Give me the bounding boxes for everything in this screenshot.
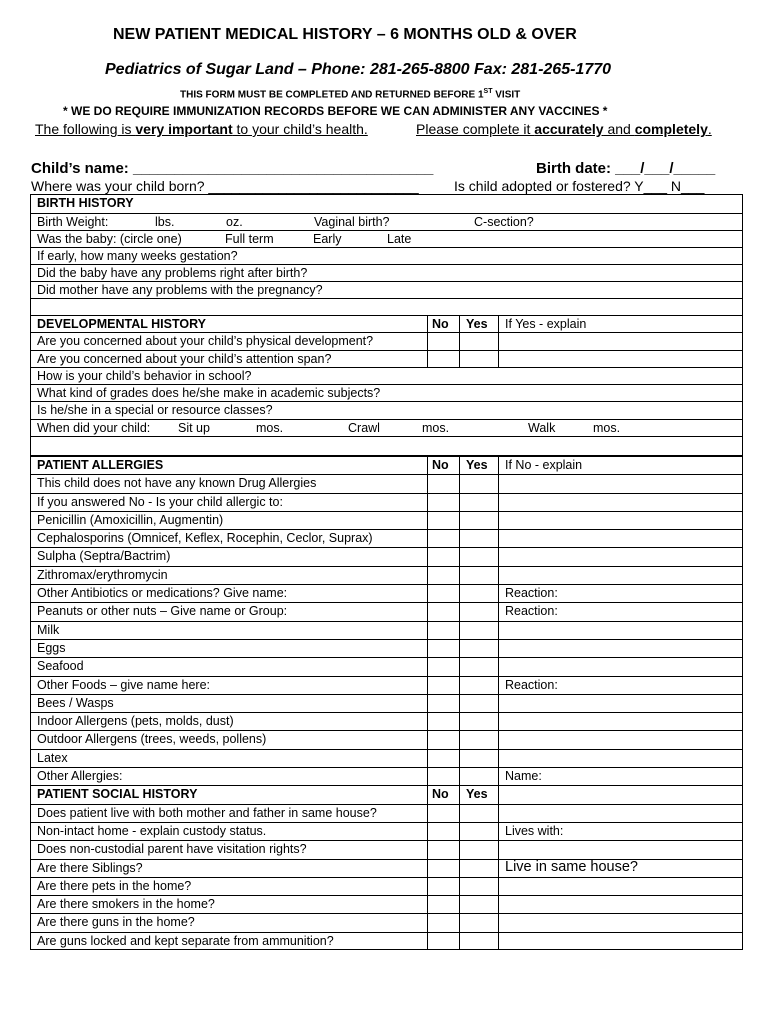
no-column-header: No (432, 458, 449, 472)
social-heading: PATIENT SOCIAL HISTORY (37, 787, 198, 802)
social-label: Are there pets in the home? (37, 878, 192, 893)
birth-problems-label: Did the baby have any problems right after birth? (37, 266, 308, 280)
gestation-label: If early, how many weeks gestation? (37, 249, 238, 263)
allergies-note: Reaction: (505, 586, 558, 601)
pregnancy-problems-row[interactable] (31, 281, 742, 298)
developmental-history-table (30, 315, 743, 456)
allergies-label: If you answered No - Is your child allergic to: (37, 494, 283, 509)
allergies-note: Name: (505, 769, 542, 784)
social-row[interactable] (31, 877, 742, 895)
social-note: Live in same house? (505, 858, 638, 875)
no-column-header: No (432, 787, 449, 802)
gestation-row[interactable] (31, 247, 742, 264)
allergies-label: Other Antibiotics or medications? Give name: (37, 586, 288, 601)
social-label: Does patient live with both mother and father in same house? (37, 805, 377, 820)
social-label: Are there smokers in the home? (37, 897, 215, 912)
allergies-row[interactable] (31, 712, 742, 730)
dev-question: Are you concerned about your child’s physical development? (37, 334, 374, 349)
dev-question: How is your child’s behavior in school? (37, 368, 252, 383)
allergies-label: Other Allergies: (37, 769, 123, 784)
birthplace-field[interactable]: Where was your child born? ___________________________ (31, 178, 419, 194)
allergies-label: Indoor Allergens (pets, molds, dust) (37, 714, 234, 729)
birth-history-heading-row (31, 194, 742, 213)
full-term-option[interactable]: Full term (225, 232, 274, 246)
allergies-label: Bees / Wasps (37, 695, 114, 710)
crawl-months: mos. (422, 420, 450, 435)
allergies-row[interactable] (31, 730, 742, 748)
birth-history-heading: BIRTH HISTORY (37, 196, 134, 210)
birth-history-blank-row (31, 298, 742, 316)
social-note: Lives with: (505, 823, 564, 838)
allergies-row[interactable] (31, 657, 742, 675)
allergies-note: Reaction: (505, 677, 558, 692)
social-label: Are there guns in the home? (37, 915, 195, 930)
dev-question-row[interactable] (31, 401, 742, 418)
allergies-row[interactable] (31, 621, 742, 639)
clinic-contact: Pediatrics of Sugar Land – Phone: 281-265-8800 Fax: 281-265-1770 (105, 61, 612, 78)
dev-question-row[interactable] (31, 332, 742, 349)
developmental-heading-row (31, 315, 742, 332)
birth-date-field[interactable]: Birth date: ___/___/_____ (536, 160, 716, 177)
importance-note: The following is very important to your child’s health. (35, 121, 368, 137)
dev-question: Are you concerned about your child’s attention span? (37, 351, 332, 366)
sit-up-label: Sit up (178, 420, 210, 435)
allergies-row[interactable] (31, 547, 742, 565)
dev-question: Is he/she in a special or resource classes? (37, 403, 273, 418)
allergies-heading-row (31, 456, 742, 474)
explain-column-header: If Yes - explain (505, 317, 587, 331)
lbs-label: lbs. (155, 215, 175, 229)
allergies-label: Eggs (37, 640, 66, 655)
social-row[interactable] (31, 895, 742, 913)
explain-column-header: If No - explain (505, 458, 583, 472)
allergies-row[interactable] (31, 749, 742, 767)
baby-term-label: Was the baby: (circle one) (37, 232, 182, 246)
dev-question-row[interactable] (31, 350, 742, 367)
social-heading-row (31, 785, 742, 803)
allergies-label: Sulpha (Septra/Bactrim) (37, 549, 171, 564)
allergies-label: Other Foods – give name here: (37, 677, 211, 692)
allergies-label: Milk (37, 622, 60, 637)
early-option[interactable]: Early (313, 232, 342, 246)
birth-weight-row[interactable] (31, 213, 742, 230)
allergies-row[interactable] (31, 493, 742, 511)
form-title: NEW PATIENT MEDICAL HISTORY – 6 MONTHS OLD & OVER (113, 26, 577, 43)
walk-months: mos. (593, 420, 621, 435)
yes-column-header: Yes (466, 787, 488, 802)
allergies-social-table (30, 456, 743, 950)
birth-weight-label: Birth Weight: (37, 215, 109, 229)
dev-question-row[interactable] (31, 384, 742, 401)
allergies-row[interactable] (31, 676, 742, 694)
allergies-label: Latex (37, 750, 68, 765)
milestones-row[interactable] (31, 419, 742, 436)
developmental-heading: DEVELOPMENTAL HISTORY (37, 317, 207, 331)
allergies-label: Zithromax/erythromycin (37, 567, 168, 582)
pregnancy-problems-label: Did mother have any problems with the pregnancy? (37, 283, 323, 297)
yes-column-header: Yes (466, 458, 488, 472)
vaginal-birth-label: Vaginal birth? (314, 215, 390, 229)
completion-note: Please complete it accurately and completely. (416, 121, 712, 137)
allergies-row[interactable] (31, 694, 742, 712)
sit-up-months: mos. (256, 420, 284, 435)
dev-blank-row (31, 436, 742, 456)
oz-label: oz. (226, 215, 243, 229)
immunization-notice: * WE DO REQUIRE IMMUNIZATION RECORDS BEFORE WE CAN ADMINISTER ANY VACCINES * (63, 104, 608, 118)
allergies-label: Penicillin (Amoxicillin, Augmentin) (37, 512, 224, 527)
social-row[interactable] (31, 840, 742, 858)
allergies-row[interactable] (31, 602, 742, 620)
dev-question: What kind of grades does he/she make in academic subjects? (37, 386, 381, 401)
social-row[interactable] (31, 822, 742, 840)
allergies-note: Reaction: (505, 604, 558, 619)
allergies-heading: PATIENT ALLERGIES (37, 458, 164, 472)
allergies-label: Outdoor Allergens (trees, weeds, pollens) (37, 732, 267, 747)
birth-problems-row[interactable] (31, 264, 742, 281)
allergies-row[interactable] (31, 639, 742, 657)
allergies-row[interactable] (31, 529, 742, 547)
social-label: Are guns locked and kept separate from ammunition? (37, 933, 334, 948)
allergies-row[interactable] (31, 767, 742, 785)
social-row[interactable] (31, 804, 742, 822)
c-section-label: C-section? (474, 215, 534, 229)
social-row[interactable] (31, 859, 742, 877)
no-column-header: No (432, 317, 449, 331)
allergies-row[interactable] (31, 566, 742, 584)
baby-term-row[interactable] (31, 230, 742, 247)
social-row[interactable] (31, 913, 742, 931)
walk-label: Walk (528, 420, 556, 435)
social-row[interactable] (31, 932, 742, 950)
adopted-field[interactable]: Is child adopted or fostered? Y___ N___ (454, 178, 705, 194)
yes-column-header: Yes (466, 317, 488, 331)
completion-notice: THIS FORM MUST BE COMPLETED AND RETURNED BEFORE 1ST VISIT (180, 88, 521, 101)
birth-history-table (30, 194, 743, 316)
social-label: Does non-custodial parent have visitation rights? (37, 842, 307, 857)
allergies-label: Cephalosporins (Omnicef, Keflex, Rocephin, Ceclor, Suprax) (37, 531, 373, 546)
allergies-label: Peanuts or other nuts – Give name or Group: (37, 604, 288, 619)
allergies-label: Seafood (37, 659, 84, 674)
allergies-row[interactable] (31, 474, 742, 492)
allergies-row[interactable] (31, 584, 742, 602)
milestones-label: When did your child: (37, 420, 151, 435)
late-option[interactable]: Late (387, 232, 412, 246)
crawl-label: Crawl (348, 420, 380, 435)
allergies-label: This child does not have any known Drug Allergies (37, 476, 317, 491)
social-label: Are there Siblings? (37, 860, 143, 875)
allergies-row[interactable] (31, 511, 742, 529)
social-label: Non-intact home - explain custody status. (37, 823, 267, 838)
dev-question-row[interactable] (31, 367, 742, 384)
child-name-field[interactable]: Child’s name: ____________________________________ (31, 160, 434, 177)
